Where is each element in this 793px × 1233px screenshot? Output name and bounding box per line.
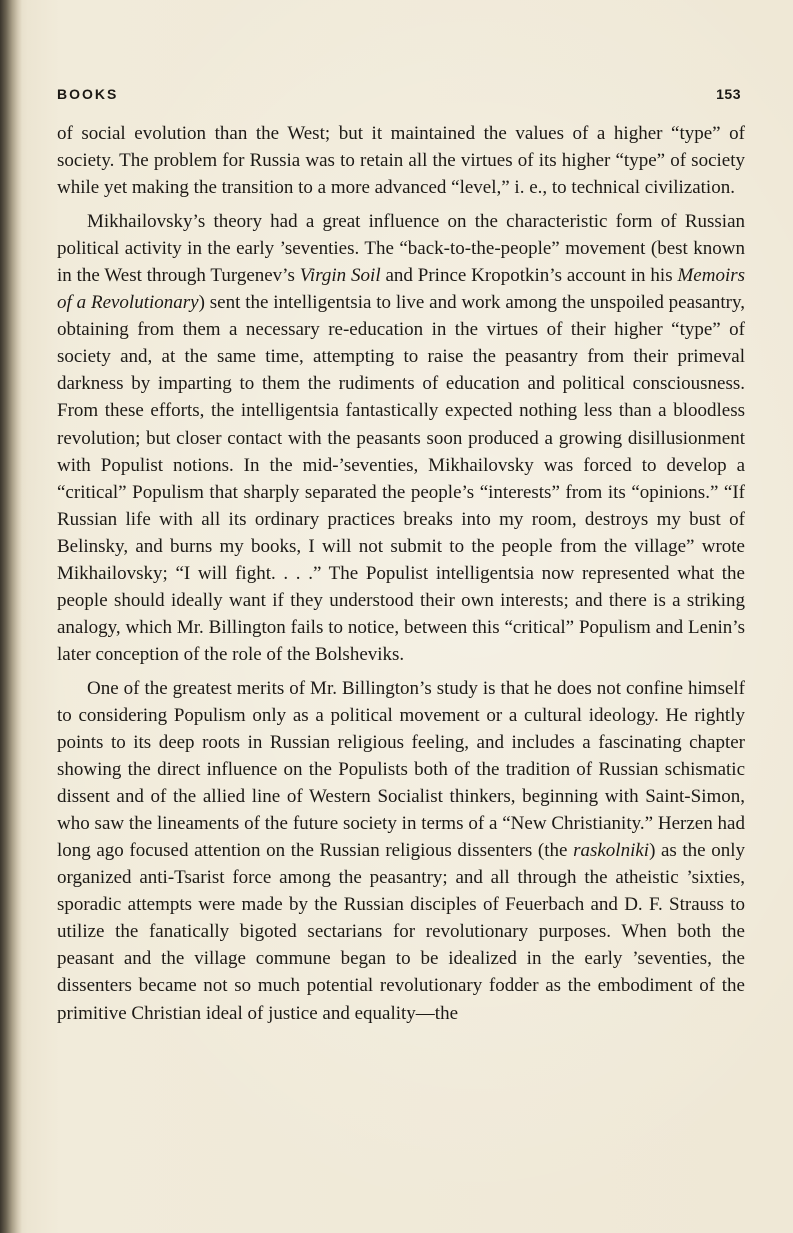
paragraph-text: of social evolution than the West; but it maintained the values of a higher “type” of society. The problem for Russia was to retain all the virtues of its higher “type” of society while yet making the transition to a more advanced “level,” i. e., to technical civilization. [57,123,745,199]
paragraph-text: One of the greatest merits of Mr. Billington’s study is that he does not confine himself to considering Populism only as a political movement or a cultural ideology. He rightly points to its deep roots in Russian religious feeling, and includes a fascinating chapter showing the direct influence on the Populists both of the tradition of Russian schismatic dissent and of the allied line of Western Socialist thinkers, beginning with Saint-Simon, who saw the lineaments of the future society in terms of a “New Christianity.” Herzen had long ago focused attention on the Russian religious dissenters (the [57,677,745,862]
running-head [57,86,741,106]
italic-title-text: Memoirs of a Revolutionary [57,265,746,314]
paragraph-text: ) sent the intelligentsia to live and work among the unspoiled peasantry, obtaining from them a necessary re-education in the virtues of their higher “type” of society and, at the same time, attempting to raise the peasantry from their primeval darkness by imparting to them the rudiments of education and political consciousness. From these efforts, the intelligentsia fantastically expected nothing less than a bloodless revolution; but closer contact with the peasants soon produced a growing disillusionment with Populist notions. In the mid-’seventies, Mikhailovsky was forced to develop a “critical” Populism that sharply separated the people’s “interests” from its “opinions.” “If Russian life with all its ordinary practices breaks into my room, destroys my bust of Belinsky, and burns my books, I will not submit to the people from the village” wrote Mikhailovsky; “I will fight. . . .” The Populist intelligentsia now represented what the people should ideally want if they understood their own interests; and there is a striking analogy, which Mr. Billington fails to notice, between this “critical” Populism and Lenin’s later conception of the role of the Bolsheviks. [57,292,745,665]
paragraph-text: ) as the only organized anti-Tsarist force among the peasantry; and all through the atheistic ’sixties, sporadic attempts were made by the Russian disciples of Feuerbach and D. F. Strauss to utilize the fanatically bigoted sectarians for revolutionary purposes. When both the peasant and the village commune began to be idealized in the early ’seventies, the dissenters became not so much potential revolutionary fodder as the embodiment of the primitive Christian ideal of justice and equality—the [57,840,745,1024]
italic-title-text: Virgin Soil [299,265,381,287]
page-number: 153 [716,86,741,102]
paragraph-text: Mikhailovsky’s theory had a great influence on the characteristic form of Russian political activity in the early ’seventies. The “back-to-the-people” movement (best known in the West through Turgenev’s [57,211,745,287]
body-text [57,120,745,1027]
section-title: BOOKS [57,86,119,102]
italic-title-text: raskolniki [573,840,650,862]
paragraph [57,675,745,1027]
paragraph [57,208,745,668]
paragraph [57,120,745,201]
book-spine-shadow [0,0,22,1233]
paragraph-text: and Prince Kropotkin’s account in his [380,265,678,287]
